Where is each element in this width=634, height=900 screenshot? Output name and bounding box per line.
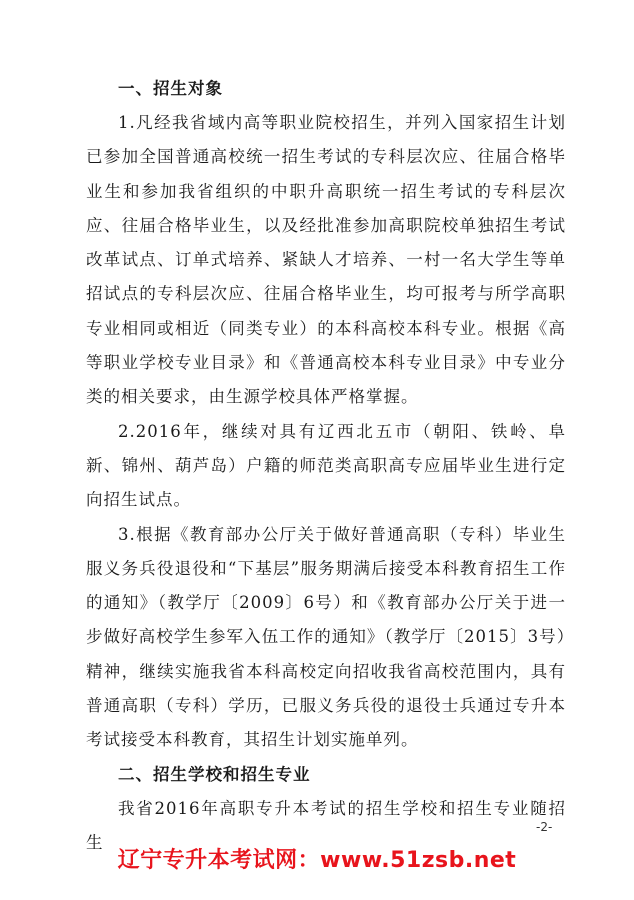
website-banner: 辽宁专升本考试网：www.51zsb.net xyxy=(117,848,517,873)
paragraph: 1.凡经我省域内高等职业院校招生，并列入国家招生计划已参加全国普通高校统一招生考试的专科层次应、往届合格毕业生和参加我省组织的中职升高职统一招生考试的专科层次应、往届合格毕业生，以及经批准参加高职院校单独招生考试改革试点、订单式培养、紧缺人才培养、一村一名大学生等单招试点的专科层次应、往届合格毕业生，均可报考与所学高职专业相同或相近（同类专业）的本科高校本科专业。根据《高等职业学校专业目录》和《普通高校本科专业目录》中专业分类的相关要求，由生源学校具体严格掌握。 xyxy=(86,113,566,407)
section-heading-recruitment-targets: 一、招生对象 xyxy=(118,79,223,98)
document-body xyxy=(86,72,566,860)
paragraph: 我省2016年高职专升本考试的招生学校和招生专业随招生 xyxy=(86,798,566,852)
paragraph: 2.2016年，继续对具有辽西北五市（朝阳、铁岭、阜新、锦州、葫芦岛）户籍的师范类高职高专应届毕业生进行定向招生试点。 xyxy=(86,421,566,510)
section-heading-schools-and-majors: 二、招生学校和招生专业 xyxy=(118,764,311,784)
page-number: -2- xyxy=(536,820,553,834)
paragraph: 3.根据《教育部办公厅关于做好普通高职（专科）毕业生服义务兵役退役和“下基层”服务期满后接受本科教育招生工作的通知》（教学厅〔2009〕6号）和《教育部办公厅关于进一步做好高校学生参军入伍工作的通知》（教学厅〔2015〕3号）精神，继续实施我省本科高校定向招收我省高校范围内，具有普通高职（专科）学历，已服义务兵役的退役士兵通过专升本考试接受本科教育，其招生计划实施单列。 xyxy=(86,524,566,750)
